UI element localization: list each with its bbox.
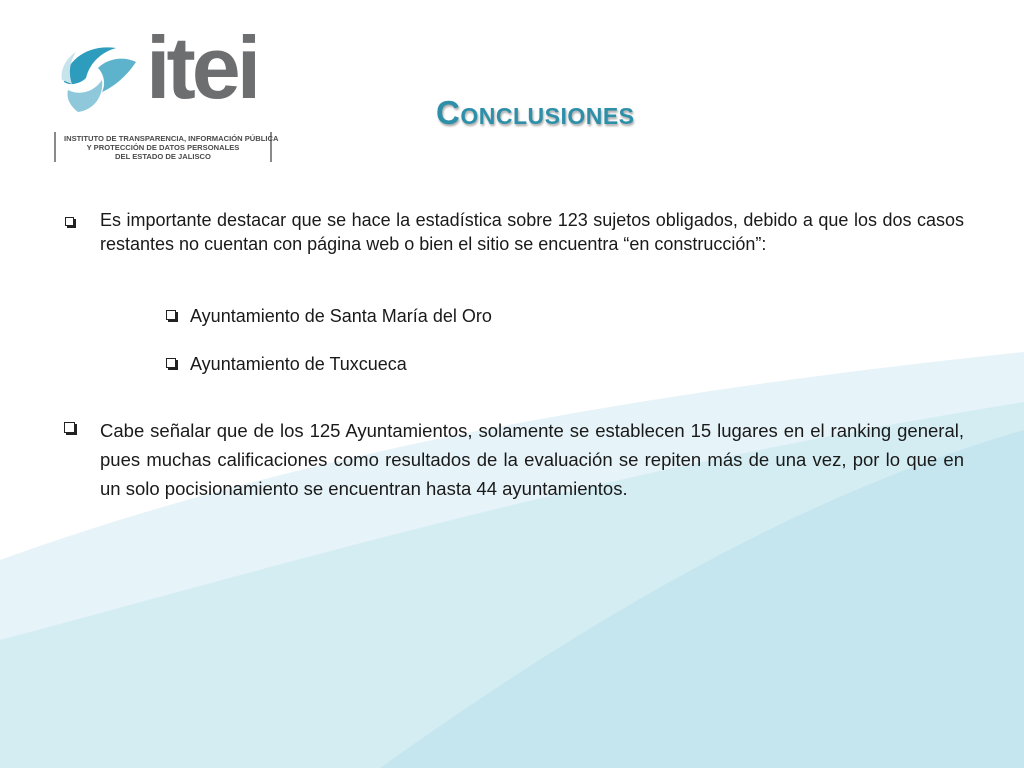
logo-line: Y PROTECCIÓN DE DATOS PERSONALES: [86, 143, 240, 152]
checkbox-bullet-icon: [166, 358, 176, 368]
logo-wordmark: itei: [146, 18, 258, 117]
itei-logo: [54, 18, 279, 165]
checkbox-bullet-icon: [65, 217, 74, 226]
slide-content: [62, 208, 964, 503]
sub-bullet-text: Ayuntamiento de Tuxcueca: [190, 354, 407, 374]
bullet-text: Es importante destacar que se hace la estadística sobre 123 sujetos obligados, debido a que los dos casos restantes no cuentan con página web o bien el sitio se encuentra “en construcción”:: [100, 210, 964, 254]
bullet-item: [62, 416, 964, 503]
bullet-text: Cabe señalar que de los 125 Ayuntamientos, solamente se establecen 15 lugares en el ranking general, pues muchas calificaciones como resultados de la evaluación se repiten más de una vez, por lo que en un solo pocisionamiento se encuentran hasta 44 ayuntamientos.: [100, 420, 964, 499]
logo-line: INSTITUTO DE TRANSPARENCIA, INFORMACIÓN PÚBLICA: [64, 134, 279, 143]
checkbox-bullet-icon: [166, 310, 176, 320]
slide-title: Conclusiones: [436, 94, 635, 131]
itei-logo-mark-icon: [58, 40, 138, 120]
sub-bullet-item: [166, 304, 964, 328]
sub-bullet-text: Ayuntamiento de Santa María del Oro: [190, 306, 492, 326]
bullet-item: [62, 208, 964, 256]
sub-bullet-item: [166, 352, 964, 376]
logo-line: DEL ESTADO DE JALISCO: [115, 152, 211, 161]
logo-institution-name: [54, 132, 279, 162]
checkbox-bullet-icon: [64, 422, 75, 433]
